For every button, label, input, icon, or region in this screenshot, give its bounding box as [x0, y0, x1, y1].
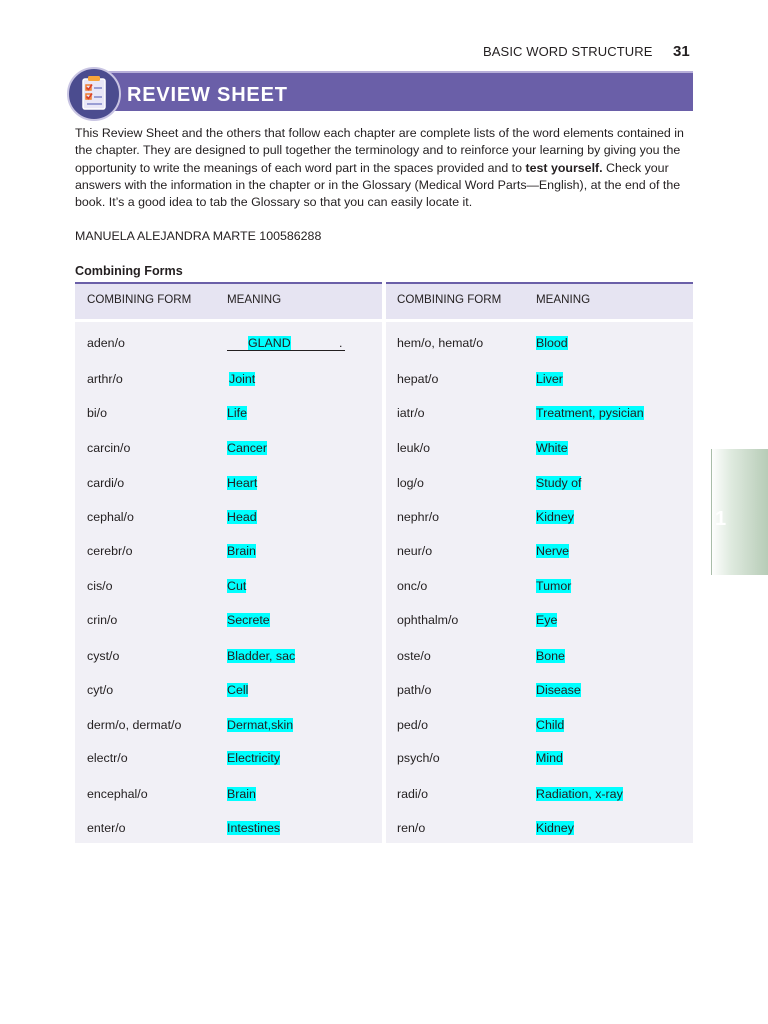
combining-form-left: encephal/o	[87, 787, 148, 801]
page-number: 31	[673, 43, 690, 60]
banner-title: REVIEW SHEET	[127, 84, 288, 106]
combining-form-right: path/o	[397, 683, 432, 697]
combining-form-left: cis/o	[87, 579, 113, 593]
combining-form-right: ped/o	[397, 718, 429, 732]
intro-bold-text: test yourself.	[525, 160, 603, 175]
meaning-answer-right: Eye	[536, 613, 558, 627]
meaning-answer-left: Bladder, sac	[227, 649, 296, 663]
combining-form-right: nephr/o	[397, 510, 440, 524]
combining-form-left: derm/o, dermat/o	[87, 718, 182, 732]
header-meaning-left: MEANING	[227, 293, 282, 306]
column-divider	[382, 282, 386, 843]
header-combining-form-right: COMBINING FORM	[397, 293, 502, 306]
meaning-answer-right: Mind	[536, 751, 563, 765]
combining-form-right: iatr/o	[397, 406, 425, 420]
meaning-answer-left: Intestines	[227, 821, 281, 835]
meaning-answer-right: Liver	[536, 372, 563, 386]
meaning-answer-right: Blood	[536, 336, 568, 350]
running-head: BASIC WORD STRUCTURE	[483, 44, 653, 59]
combining-form-right: neur/o	[397, 544, 433, 558]
combining-form-right: ophthalm/o	[397, 613, 459, 627]
meaning-answer-left: Joint	[229, 372, 256, 386]
combining-form-left: cephal/o	[87, 510, 134, 524]
meaning-answer-left: Cell	[227, 683, 249, 697]
blank-period: .	[339, 336, 343, 350]
meaning-answer-right: Child	[536, 718, 565, 732]
combining-form-right: log/o	[397, 476, 424, 490]
chapter-tab-number: 1	[715, 508, 727, 530]
meaning-answer-right: Kidney	[536, 821, 574, 835]
combining-form-right: hepat/o	[397, 372, 439, 386]
meaning-answer-left: Cut	[227, 579, 247, 593]
meaning-answer-right: Nerve	[536, 544, 570, 558]
meaning-answer-left: Head	[227, 510, 257, 524]
meaning-answer-left: Electricity	[227, 751, 281, 765]
answer-blank-line	[227, 350, 345, 351]
meaning-answer-right: Bone	[536, 649, 565, 663]
meaning-answer-right: Radiation, x-ray	[536, 787, 623, 801]
combining-form-right: radi/o	[397, 787, 428, 801]
checklist-clipboard-icon	[67, 67, 121, 121]
meaning-answer-left: Cancer	[227, 441, 267, 455]
meaning-answer-right: Disease	[536, 683, 581, 697]
combining-form-right: ren/o	[397, 821, 426, 835]
meaning-answer-right: White	[536, 441, 568, 455]
meaning-answer-left: Life	[227, 406, 247, 420]
combining-form-left: carcin/o	[87, 441, 131, 455]
combining-form-left: bi/o	[87, 406, 107, 420]
meaning-answer-left: Brain	[227, 544, 256, 558]
intro-text-1: This Review Sheet and the others that follow each chapter are complete lists of the word elements contained in the chapter. They are designed to pull together the terminology and to reinforce your learning by giving you the opportunity to write the meanings of each word part in the spaces provided and to	[75, 126, 684, 175]
combining-form-left: crin/o	[87, 613, 118, 627]
combining-form-left: cerebr/o	[87, 544, 133, 558]
combining-form-right: hem/o, hemat/o	[397, 336, 484, 350]
section-title: Combining Forms	[75, 264, 183, 278]
intro-paragraph	[75, 125, 695, 211]
meaning-answer-left: Heart	[227, 476, 258, 490]
header-meaning-right: MEANING	[536, 293, 591, 306]
meaning-answer-right: Kidney	[536, 510, 574, 524]
combining-form-left: cardi/o	[87, 476, 125, 490]
meaning-answer-left: Secrete	[227, 613, 270, 627]
combining-form-right: onc/o	[397, 579, 428, 593]
meaning-answer-right: Study of	[536, 476, 582, 490]
meaning-answer-right: Treatment, pysician	[536, 406, 644, 420]
combining-form-left: aden/o	[87, 336, 125, 350]
combining-form-right: oste/o	[397, 649, 431, 663]
header-combining-form-left: COMBINING FORM	[87, 293, 192, 306]
intro-text-2: Check your answers with the information in the chapter or in the Glossary (Medical Word Parts—English), at the end of the book. It’s a good idea to tab the Glossary so that you can easily locate it.	[75, 160, 681, 210]
combining-form-left: electr/o	[87, 751, 128, 765]
side-tab-edge	[711, 449, 712, 575]
combining-form-left: cyst/o	[87, 649, 120, 663]
meaning-answer-left: GLAND	[248, 336, 291, 350]
combining-form-left: arthr/o	[87, 372, 123, 386]
combining-form-left: cyt/o	[87, 683, 114, 697]
combining-form-left: enter/o	[87, 821, 126, 835]
combining-form-right: leuk/o	[397, 441, 431, 455]
meaning-answer-left: Brain	[227, 787, 256, 801]
meaning-answer-left: Dermat,skin	[227, 718, 294, 732]
meaning-answer-right: Tumor	[536, 579, 572, 593]
student-name-id: MANUELA ALEJANDRA MARTE 100586288	[75, 229, 322, 243]
combining-form-right: psych/o	[397, 751, 440, 765]
